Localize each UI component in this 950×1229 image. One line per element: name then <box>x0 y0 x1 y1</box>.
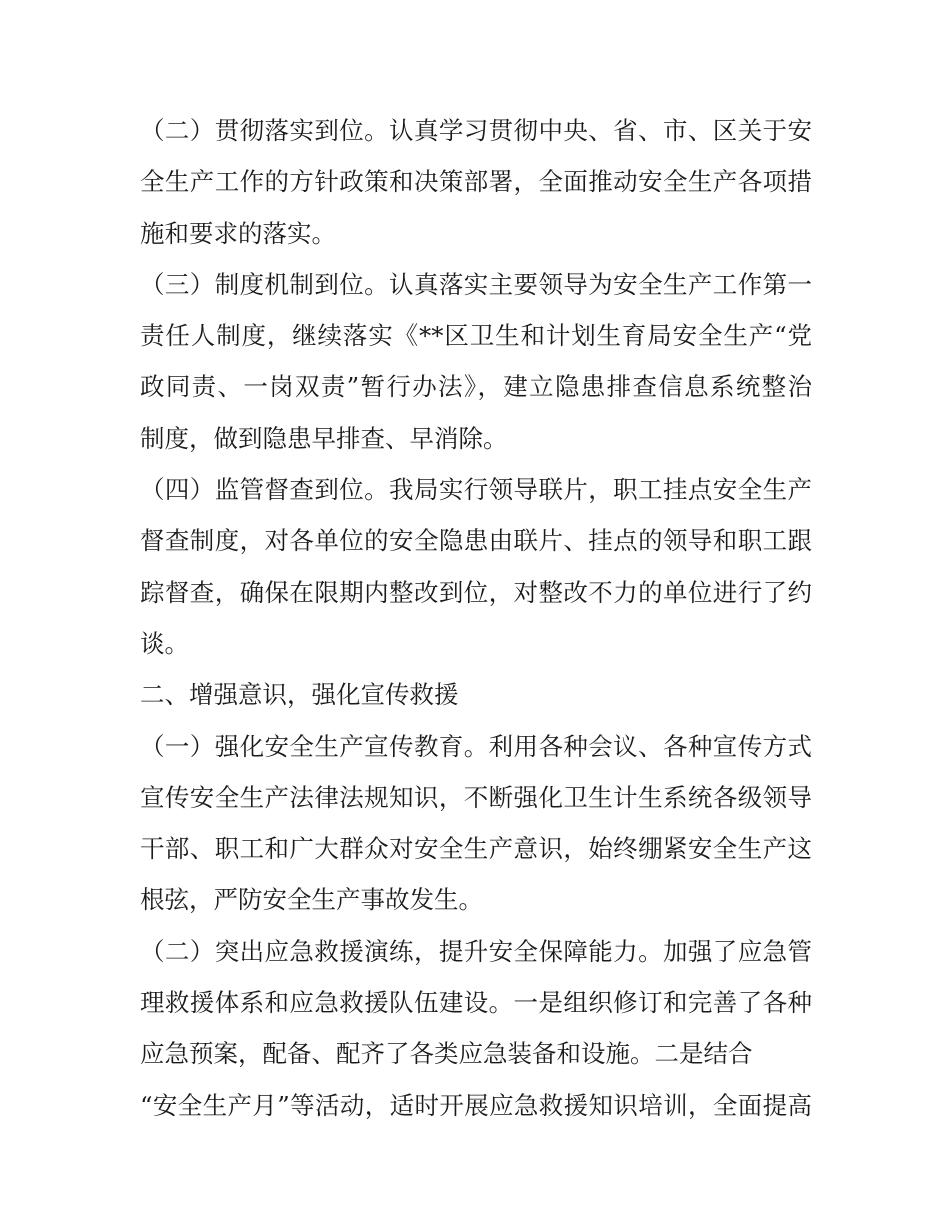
text-line: 谈。 <box>140 628 189 658</box>
section-heading: 二、增强意识，强化宣传救援 <box>140 680 459 710</box>
text-line: 应急预案，配备、配齐了各类应急装备和设施。二是结合 <box>140 1039 753 1069</box>
text-line: （二）突出应急救援演练，提升安全保障能力。加强了应急管 <box>140 936 812 966</box>
text-line: 施和要求的落实。 <box>140 218 336 248</box>
text-line: 干部、职工和广大群众对安全生产意识，始终绷紧安全生产这 <box>140 834 812 864</box>
text-line: 宣传安全生产法律法规知识，不断强化卫生计生系统各级领导 <box>140 782 812 812</box>
text-line: 制度，做到隐患早排查、早消除。 <box>140 423 508 453</box>
text-line: （二）贯彻落实到位。认真学习贯彻中央、省、市、区关于安 <box>140 116 812 145</box>
text-line: 理救援体系和应急救援队伍建设。一是组织修订和完善了各种 <box>140 988 812 1018</box>
text-line: 根弦，严防安全生产事故发生。 <box>140 885 483 915</box>
text-line: 责任人制度，继续落实《**区卫生和计划生育局安全生产“党 <box>140 321 812 351</box>
text-line: 督查制度，对各单位的安全隐患由联片、挂点的领导和职工跟 <box>140 526 812 556</box>
text-line: 踪督查，确保在限期内整改到位，对整改不力的单位进行了约 <box>140 577 812 607</box>
text-line: （四）监管督查到位。我局实行领导联片，职工挂点安全生产 <box>140 475 812 505</box>
text-line: 全生产工作的方针政策和决策部署，全面推动安全生产各项措 <box>140 167 812 197</box>
text-line: “安全生产月”等活动，适时开展应急救援知识培训，全面提高 <box>140 1090 812 1120</box>
text-line: （一）强化安全生产宣传教育。利用各种会议、各种宣传方式 <box>140 731 812 761</box>
document-body <box>140 105 812 1131</box>
text-line: 政同责、一岗双责”暂行办法》，建立隐患排查信息系统整治 <box>140 372 812 402</box>
text-line: （三）制度机制到位。认真落实主要领导为安全生产工作第一 <box>140 269 812 299</box>
